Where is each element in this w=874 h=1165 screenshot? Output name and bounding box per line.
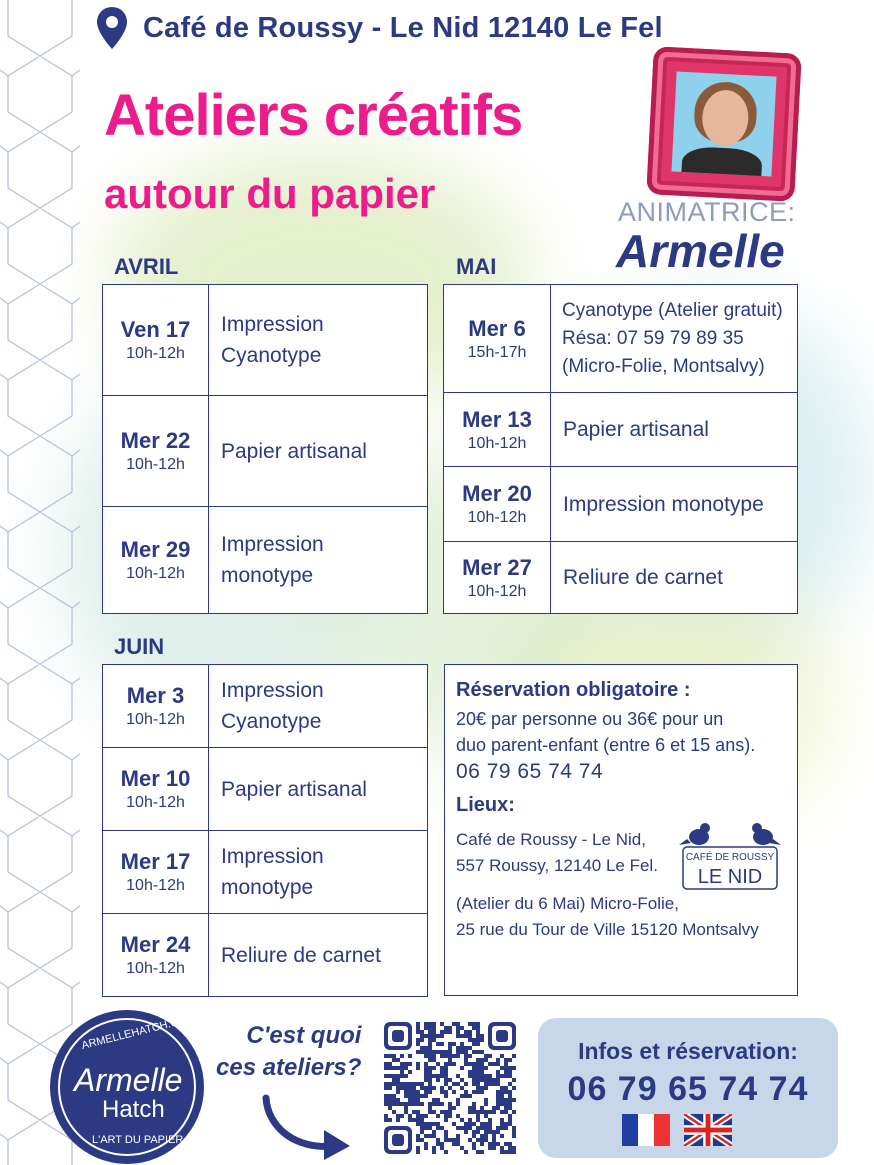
schedule-table-avril xyxy=(102,284,428,614)
reservation-phone: 06 79 65 74 74 xyxy=(456,760,604,783)
date-cell: Ven 17 10h-12h xyxy=(103,285,209,396)
location-header xyxy=(95,4,663,52)
animatrice-label: ANIMATRICE: xyxy=(618,197,796,227)
infos-phone: 06 79 65 74 74 xyxy=(567,1070,809,1108)
table-row xyxy=(103,665,428,748)
animatrice-name: Armelle xyxy=(616,225,785,277)
lieu-address: Café de Roussy - Le Nid, xyxy=(456,830,646,849)
date-cell: Mer 17 10h-12h xyxy=(103,831,209,914)
lieu-address: (Atelier du 6 Mai) Micro-Folie, xyxy=(456,894,679,913)
activity-cell: Impression Cyanotype xyxy=(209,285,428,396)
schedule-table-mai xyxy=(443,284,798,614)
table-row xyxy=(103,748,428,831)
activity-cell: Impression monotype xyxy=(209,507,428,614)
table-row xyxy=(444,285,798,393)
question-text: C'est quoi ces ateliers? xyxy=(216,1022,362,1081)
table-row xyxy=(103,396,428,507)
date-cell: Mer 27 10h-12h xyxy=(444,542,551,614)
price-line: duo parent-enfant (entre 6 et 15 ans). xyxy=(456,735,756,755)
uk-flag-icon[interactable] xyxy=(684,1114,732,1146)
svg-text:LE NID: LE NID xyxy=(697,866,763,888)
french-flag-icon[interactable] xyxy=(622,1114,670,1146)
month-label-mai: MAI xyxy=(456,254,497,279)
reservation-title: Réservation obligatoire : xyxy=(456,679,691,701)
page-title: Ateliers créatifs xyxy=(104,83,523,148)
price-line: 20€ par personne ou 36€ pour un xyxy=(456,709,724,729)
map-pin-icon xyxy=(95,5,129,51)
date-cell: Mer 10 10h-12h xyxy=(103,748,209,831)
table-row xyxy=(103,285,428,396)
date-cell: Mer 29 10h-12h xyxy=(103,507,209,614)
page-subtitle: autour du papier xyxy=(104,170,436,217)
qr-code[interactable] xyxy=(384,1022,516,1154)
lieux-title: Lieux: xyxy=(456,794,515,816)
armelle-hatch-logo[interactable]: ARMELLEHATCH.COM Armelle Hatch L'ART DU PAPIER xyxy=(50,1010,204,1164)
table-row xyxy=(103,507,428,614)
activity-cell: Impression monotype xyxy=(551,467,798,542)
cafe-logo xyxy=(677,815,783,899)
activity-cell: Papier artisanal xyxy=(209,748,428,831)
infos-title: Infos et réservation: xyxy=(578,1038,798,1064)
infos-reservation-box xyxy=(538,1018,838,1158)
activity-cell: Papier artisanal xyxy=(551,393,798,467)
date-cell: Mer 24 10h-12h xyxy=(103,914,209,997)
table-row xyxy=(444,467,798,542)
svg-text:CAFÉ DE ROUSSY: CAFÉ DE ROUSSY xyxy=(685,852,775,863)
animatrice-portrait xyxy=(646,46,802,202)
month-label-avril: AVRIL xyxy=(114,254,179,279)
hexagon-pattern xyxy=(0,0,80,1165)
activity-cell: Impression monotype xyxy=(209,831,428,914)
table-row xyxy=(103,831,428,914)
activity-cell: Reliure de carnet xyxy=(551,542,798,614)
activity-cell: Cyanotype (Atelier gratuit) Résa: 07 59 79 89 35 (Micro-Folie, Montsalvy) xyxy=(551,285,798,393)
date-cell: Mer 13 10h-12h xyxy=(444,393,551,467)
location-text: Café de Roussy - Le Nid 12140 Le Fel xyxy=(143,11,663,44)
portrait-photo xyxy=(671,71,776,176)
date-cell: Mer 22 10h-12h xyxy=(103,396,209,507)
month-label-juin: JUIN xyxy=(114,634,165,659)
activity-cell: Papier artisanal xyxy=(209,396,428,507)
activity-cell: Impression Cyanotype xyxy=(209,665,428,748)
table-row xyxy=(444,542,798,614)
table-row xyxy=(103,914,428,997)
schedule-table-juin xyxy=(102,664,428,997)
table-row xyxy=(444,393,798,467)
activity-cell: Reliure de carnet xyxy=(209,914,428,997)
reservation-info-box xyxy=(444,664,798,996)
date-cell: Mer 3 10h-12h xyxy=(103,665,209,748)
date-cell: Mer 20 10h-12h xyxy=(444,467,551,542)
lieu-address: 25 rue du Tour de Ville 15120 Montsalvy xyxy=(456,920,759,939)
curved-arrow-icon xyxy=(258,1094,358,1164)
lieu-address: 557 Roussy, 12140 Le Fel. xyxy=(456,856,658,875)
date-cell: Mer 6 15h-17h xyxy=(444,285,551,393)
